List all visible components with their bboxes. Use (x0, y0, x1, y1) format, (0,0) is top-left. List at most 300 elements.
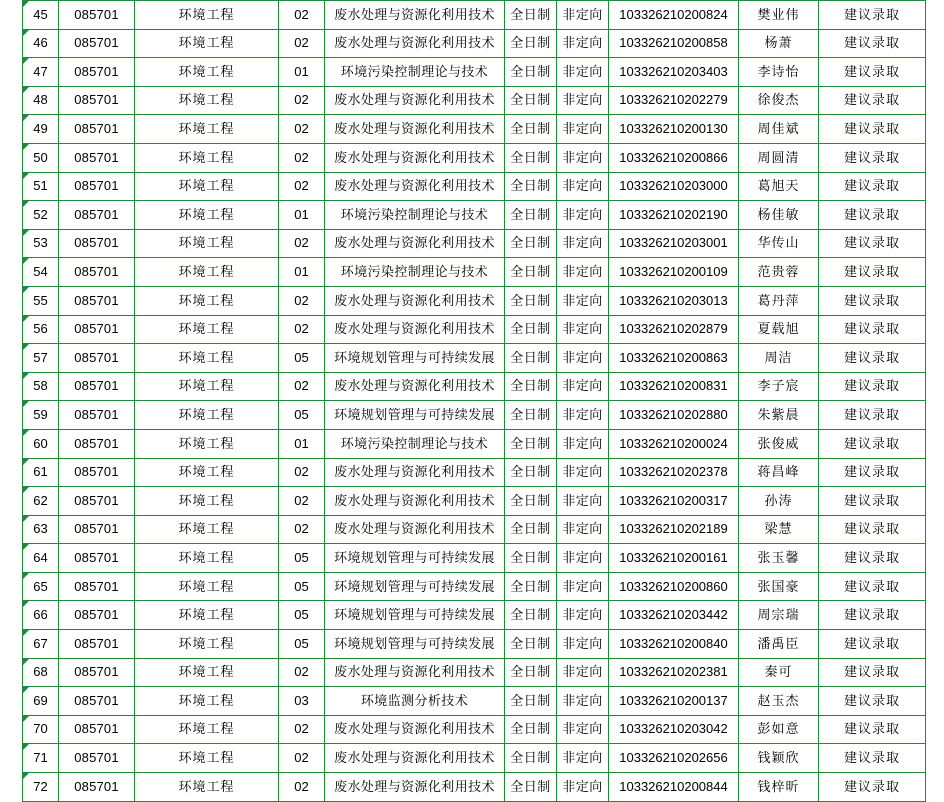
cell-study-mode: 全日制 (505, 172, 557, 201)
cell-major-code: 085701 (59, 229, 135, 258)
cell-study-mode: 全日制 (505, 572, 557, 601)
cell-candidate-name: 夏载旭 (739, 315, 819, 344)
cell-major-name: 环境工程 (135, 286, 279, 315)
cell-candidate-no: 103326210200161 (609, 544, 739, 573)
cell-direction-code: 01 (279, 429, 325, 458)
cell-major-name: 环境工程 (135, 58, 279, 87)
cell-assignment-type: 非定向 (557, 172, 609, 201)
cell-assignment-type: 非定向 (557, 601, 609, 630)
cell-major-code: 085701 (59, 658, 135, 687)
cell-direction-code: 02 (279, 315, 325, 344)
table-row (23, 744, 926, 773)
cell-direction-code: 02 (279, 458, 325, 487)
cell-major-code: 085701 (59, 601, 135, 630)
cell-major-code: 085701 (59, 172, 135, 201)
cell-assignment-type: 非定向 (557, 544, 609, 573)
cell-major-name: 环境工程 (135, 744, 279, 773)
cell-candidate-no: 103326210203001 (609, 229, 739, 258)
cell-result: 建议录取 (819, 258, 926, 287)
table-row (23, 201, 926, 230)
cell-study-mode: 全日制 (505, 229, 557, 258)
cell-major-name: 环境工程 (135, 458, 279, 487)
table-row (23, 715, 926, 744)
cell-index: 60 (23, 429, 59, 458)
cell-result: 建议录取 (819, 773, 926, 802)
table-row (23, 429, 926, 458)
cell-candidate-no: 103326210200840 (609, 630, 739, 659)
cell-result: 建议录取 (819, 143, 926, 172)
cell-major-name: 环境工程 (135, 630, 279, 659)
cell-major-name: 环境工程 (135, 687, 279, 716)
cell-candidate-name: 彭如意 (739, 715, 819, 744)
cell-candidate-no: 103326210202378 (609, 458, 739, 487)
cell-direction-name: 废水处理与资源化利用技术 (325, 715, 505, 744)
cell-candidate-no: 103326210200109 (609, 258, 739, 287)
cell-major-code: 085701 (59, 773, 135, 802)
cell-assignment-type: 非定向 (557, 773, 609, 802)
cell-direction-code: 02 (279, 515, 325, 544)
cell-study-mode: 全日制 (505, 744, 557, 773)
cell-major-code: 085701 (59, 458, 135, 487)
cell-major-code: 085701 (59, 86, 135, 115)
cell-major-code: 085701 (59, 1, 135, 30)
cell-direction-name: 环境污染控制理论与技术 (325, 58, 505, 87)
cell-major-name: 环境工程 (135, 601, 279, 630)
cell-major-code: 085701 (59, 201, 135, 230)
cell-index: 46 (23, 29, 59, 58)
table-row (23, 143, 926, 172)
cell-major-name: 环境工程 (135, 315, 279, 344)
cell-study-mode: 全日制 (505, 286, 557, 315)
cell-result: 建议录取 (819, 458, 926, 487)
cell-assignment-type: 非定向 (557, 429, 609, 458)
cell-major-code: 085701 (59, 115, 135, 144)
cell-index: 69 (23, 687, 59, 716)
cell-candidate-name: 樊业伟 (739, 1, 819, 30)
cell-major-name: 环境工程 (135, 29, 279, 58)
table-row (23, 487, 926, 516)
cell-result: 建议录取 (819, 658, 926, 687)
cell-candidate-name: 秦可 (739, 658, 819, 687)
cell-direction-code: 03 (279, 687, 325, 716)
cell-major-name: 环境工程 (135, 429, 279, 458)
cell-major-name: 环境工程 (135, 229, 279, 258)
cell-direction-code: 02 (279, 172, 325, 201)
cell-major-code: 085701 (59, 715, 135, 744)
cell-result: 建议录取 (819, 601, 926, 630)
cell-result: 建议录取 (819, 58, 926, 87)
cell-index: 52 (23, 201, 59, 230)
cell-study-mode: 全日制 (505, 544, 557, 573)
cell-study-mode: 全日制 (505, 515, 557, 544)
cell-result: 建议录取 (819, 544, 926, 573)
cell-assignment-type: 非定向 (557, 143, 609, 172)
cell-candidate-no: 103326210200137 (609, 687, 739, 716)
cell-study-mode: 全日制 (505, 401, 557, 430)
cell-result: 建议录取 (819, 86, 926, 115)
cell-major-name: 环境工程 (135, 572, 279, 601)
cell-result: 建议录取 (819, 315, 926, 344)
cell-direction-name: 废水处理与资源化利用技术 (325, 115, 505, 144)
cell-direction-name: 环境规划管理与可持续发展 (325, 572, 505, 601)
cell-index: 71 (23, 744, 59, 773)
table-row (23, 315, 926, 344)
cell-assignment-type: 非定向 (557, 1, 609, 30)
cell-study-mode: 全日制 (505, 487, 557, 516)
cell-candidate-no: 103326210202656 (609, 744, 739, 773)
cell-study-mode: 全日制 (505, 201, 557, 230)
cell-candidate-name: 杨佳敏 (739, 201, 819, 230)
cell-major-code: 085701 (59, 58, 135, 87)
cell-assignment-type: 非定向 (557, 115, 609, 144)
cell-result: 建议录取 (819, 172, 926, 201)
cell-candidate-name: 赵玉杰 (739, 687, 819, 716)
cell-direction-name: 环境规划管理与可持续发展 (325, 344, 505, 373)
table-row (23, 658, 926, 687)
cell-direction-name: 废水处理与资源化利用技术 (325, 286, 505, 315)
cell-result: 建议录取 (819, 286, 926, 315)
cell-assignment-type: 非定向 (557, 258, 609, 287)
table-row (23, 572, 926, 601)
cell-assignment-type: 非定向 (557, 29, 609, 58)
cell-index: 63 (23, 515, 59, 544)
cell-candidate-name: 钱梓昕 (739, 773, 819, 802)
cell-result: 建议录取 (819, 630, 926, 659)
cell-study-mode: 全日制 (505, 658, 557, 687)
cell-major-code: 085701 (59, 572, 135, 601)
cell-index: 50 (23, 143, 59, 172)
cell-direction-name: 废水处理与资源化利用技术 (325, 29, 505, 58)
table-row (23, 344, 926, 373)
cell-assignment-type: 非定向 (557, 515, 609, 544)
cell-candidate-name: 周洁 (739, 344, 819, 373)
cell-candidate-name: 张俊威 (739, 429, 819, 458)
cell-direction-name: 废水处理与资源化利用技术 (325, 229, 505, 258)
cell-direction-code: 01 (279, 258, 325, 287)
cell-candidate-name: 华传山 (739, 229, 819, 258)
cell-major-name: 环境工程 (135, 201, 279, 230)
cell-major-code: 085701 (59, 344, 135, 373)
cell-assignment-type: 非定向 (557, 286, 609, 315)
cell-candidate-no: 103326210202279 (609, 86, 739, 115)
cell-major-name: 环境工程 (135, 487, 279, 516)
cell-major-code: 085701 (59, 515, 135, 544)
cell-study-mode: 全日制 (505, 601, 557, 630)
cell-result: 建议录取 (819, 115, 926, 144)
cell-result: 建议录取 (819, 1, 926, 30)
cell-result: 建议录取 (819, 487, 926, 516)
cell-candidate-name: 李子宸 (739, 372, 819, 401)
cell-major-name: 环境工程 (135, 115, 279, 144)
cell-index: 45 (23, 1, 59, 30)
cell-assignment-type: 非定向 (557, 744, 609, 773)
cell-assignment-type: 非定向 (557, 58, 609, 87)
cell-result: 建议录取 (819, 229, 926, 258)
cell-index: 62 (23, 487, 59, 516)
table-row (23, 372, 926, 401)
table-row (23, 286, 926, 315)
cell-study-mode: 全日制 (505, 630, 557, 659)
cell-candidate-name: 范贵蓉 (739, 258, 819, 287)
table-row (23, 401, 926, 430)
cell-assignment-type: 非定向 (557, 687, 609, 716)
cell-candidate-name: 朱紫晨 (739, 401, 819, 430)
cell-major-code: 085701 (59, 544, 135, 573)
cell-study-mode: 全日制 (505, 86, 557, 115)
cell-assignment-type: 非定向 (557, 630, 609, 659)
cell-direction-code: 05 (279, 601, 325, 630)
cell-major-name: 环境工程 (135, 172, 279, 201)
cell-result: 建议录取 (819, 687, 926, 716)
cell-major-name: 环境工程 (135, 258, 279, 287)
cell-result: 建议录取 (819, 429, 926, 458)
cell-index: 70 (23, 715, 59, 744)
cell-study-mode: 全日制 (505, 429, 557, 458)
cell-index: 66 (23, 601, 59, 630)
cell-direction-name: 环境规划管理与可持续发展 (325, 544, 505, 573)
cell-candidate-name: 梁慧 (739, 515, 819, 544)
cell-assignment-type: 非定向 (557, 658, 609, 687)
cell-direction-name: 废水处理与资源化利用技术 (325, 744, 505, 773)
cell-result: 建议录取 (819, 515, 926, 544)
cell-direction-name: 环境污染控制理论与技术 (325, 258, 505, 287)
cell-major-name: 环境工程 (135, 715, 279, 744)
table-row (23, 544, 926, 573)
cell-candidate-no: 103326210202879 (609, 315, 739, 344)
cell-direction-name: 废水处理与资源化利用技术 (325, 458, 505, 487)
cell-direction-code: 05 (279, 401, 325, 430)
cell-major-code: 085701 (59, 315, 135, 344)
cell-major-name: 环境工程 (135, 372, 279, 401)
cell-index: 55 (23, 286, 59, 315)
cell-result: 建议录取 (819, 201, 926, 230)
cell-candidate-no: 103326210200130 (609, 115, 739, 144)
cell-direction-name: 废水处理与资源化利用技术 (325, 658, 505, 687)
cell-major-code: 085701 (59, 630, 135, 659)
admission-table (22, 0, 926, 802)
cell-major-code: 085701 (59, 429, 135, 458)
cell-index: 58 (23, 372, 59, 401)
cell-major-code: 085701 (59, 401, 135, 430)
cell-candidate-no: 103326210200824 (609, 1, 739, 30)
cell-direction-name: 环境规划管理与可持续发展 (325, 601, 505, 630)
cell-direction-name: 环境规划管理与可持续发展 (325, 401, 505, 430)
cell-direction-code: 02 (279, 86, 325, 115)
cell-study-mode: 全日制 (505, 715, 557, 744)
cell-assignment-type: 非定向 (557, 201, 609, 230)
cell-direction-name: 环境监测分析技术 (325, 687, 505, 716)
table-row (23, 258, 926, 287)
cell-index: 51 (23, 172, 59, 201)
cell-direction-code: 02 (279, 658, 325, 687)
cell-direction-name: 废水处理与资源化利用技术 (325, 515, 505, 544)
cell-assignment-type: 非定向 (557, 86, 609, 115)
cell-study-mode: 全日制 (505, 687, 557, 716)
cell-candidate-no: 103326210203000 (609, 172, 739, 201)
cell-candidate-no: 103326210203013 (609, 286, 739, 315)
cell-direction-code: 05 (279, 544, 325, 573)
cell-candidate-no: 103326210200863 (609, 344, 739, 373)
cell-major-name: 环境工程 (135, 344, 279, 373)
cell-candidate-name: 杨萧 (739, 29, 819, 58)
cell-direction-code: 05 (279, 630, 325, 659)
cell-major-code: 085701 (59, 286, 135, 315)
cell-direction-code: 02 (279, 372, 325, 401)
cell-index: 61 (23, 458, 59, 487)
cell-study-mode: 全日制 (505, 458, 557, 487)
cell-index: 72 (23, 773, 59, 802)
cell-index: 65 (23, 572, 59, 601)
cell-index: 68 (23, 658, 59, 687)
cell-assignment-type: 非定向 (557, 372, 609, 401)
table-row (23, 58, 926, 87)
cell-direction-name: 废水处理与资源化利用技术 (325, 1, 505, 30)
table-row (23, 515, 926, 544)
cell-assignment-type: 非定向 (557, 572, 609, 601)
cell-study-mode: 全日制 (505, 258, 557, 287)
cell-result: 建议录取 (819, 715, 926, 744)
cell-major-code: 085701 (59, 687, 135, 716)
cell-direction-code: 02 (279, 773, 325, 802)
cell-result: 建议录取 (819, 344, 926, 373)
cell-candidate-name: 张玉馨 (739, 544, 819, 573)
cell-index: 53 (23, 229, 59, 258)
cell-major-name: 环境工程 (135, 658, 279, 687)
cell-candidate-no: 103326210203042 (609, 715, 739, 744)
cell-study-mode: 全日制 (505, 1, 557, 30)
cell-index: 56 (23, 315, 59, 344)
table-row (23, 1, 926, 30)
cell-study-mode: 全日制 (505, 115, 557, 144)
cell-index: 54 (23, 258, 59, 287)
cell-direction-code: 01 (279, 201, 325, 230)
cell-direction-code: 02 (279, 487, 325, 516)
cell-direction-code: 02 (279, 744, 325, 773)
cell-major-code: 085701 (59, 29, 135, 58)
cell-result: 建议录取 (819, 372, 926, 401)
cell-candidate-name: 孙涛 (739, 487, 819, 516)
cell-study-mode: 全日制 (505, 143, 557, 172)
cell-candidate-name: 徐俊杰 (739, 86, 819, 115)
cell-candidate-name: 葛旭天 (739, 172, 819, 201)
cell-assignment-type: 非定向 (557, 344, 609, 373)
cell-direction-code: 02 (279, 143, 325, 172)
cell-study-mode: 全日制 (505, 29, 557, 58)
cell-candidate-no: 103326210200860 (609, 572, 739, 601)
cell-candidate-no: 103326210202381 (609, 658, 739, 687)
cell-index: 48 (23, 86, 59, 115)
table-row (23, 687, 926, 716)
cell-direction-code: 02 (279, 715, 325, 744)
cell-direction-code: 02 (279, 115, 325, 144)
cell-result: 建议录取 (819, 744, 926, 773)
cell-major-name: 环境工程 (135, 544, 279, 573)
admission-table-body (23, 1, 926, 802)
cell-direction-name: 废水处理与资源化利用技术 (325, 487, 505, 516)
cell-candidate-no: 103326210200024 (609, 429, 739, 458)
cell-major-code: 085701 (59, 258, 135, 287)
cell-candidate-name: 周圆清 (739, 143, 819, 172)
cell-result: 建议录取 (819, 29, 926, 58)
table-row (23, 458, 926, 487)
cell-study-mode: 全日制 (505, 58, 557, 87)
table-row (23, 630, 926, 659)
cell-study-mode: 全日制 (505, 372, 557, 401)
cell-candidate-no: 103326210200844 (609, 773, 739, 802)
cell-direction-name: 环境污染控制理论与技术 (325, 429, 505, 458)
table-row (23, 86, 926, 115)
cell-direction-code: 05 (279, 572, 325, 601)
table-row (23, 115, 926, 144)
cell-candidate-name: 张国豪 (739, 572, 819, 601)
cell-direction-code: 02 (279, 1, 325, 30)
cell-index: 49 (23, 115, 59, 144)
cell-major-name: 环境工程 (135, 1, 279, 30)
cell-assignment-type: 非定向 (557, 315, 609, 344)
cell-direction-code: 02 (279, 229, 325, 258)
cell-direction-name: 废水处理与资源化利用技术 (325, 143, 505, 172)
cell-candidate-no: 103326210202189 (609, 515, 739, 544)
cell-index: 59 (23, 401, 59, 430)
cell-assignment-type: 非定向 (557, 715, 609, 744)
cell-candidate-name: 葛丹萍 (739, 286, 819, 315)
table-row (23, 229, 926, 258)
cell-candidate-no: 103326210200858 (609, 29, 739, 58)
cell-direction-code: 01 (279, 58, 325, 87)
cell-direction-name: 废水处理与资源化利用技术 (325, 372, 505, 401)
cell-direction-name: 废水处理与资源化利用技术 (325, 86, 505, 115)
table-row (23, 29, 926, 58)
cell-candidate-no: 103326210202190 (609, 201, 739, 230)
cell-candidate-no: 103326210203442 (609, 601, 739, 630)
cell-assignment-type: 非定向 (557, 458, 609, 487)
cell-major-name: 环境工程 (135, 773, 279, 802)
cell-candidate-name: 周宗瑞 (739, 601, 819, 630)
cell-direction-code: 02 (279, 29, 325, 58)
cell-direction-name: 废水处理与资源化利用技术 (325, 773, 505, 802)
cell-result: 建议录取 (819, 572, 926, 601)
cell-direction-name: 废水处理与资源化利用技术 (325, 315, 505, 344)
cell-major-code: 085701 (59, 143, 135, 172)
cell-major-name: 环境工程 (135, 515, 279, 544)
cell-major-code: 085701 (59, 372, 135, 401)
cell-assignment-type: 非定向 (557, 229, 609, 258)
cell-major-code: 085701 (59, 487, 135, 516)
cell-direction-name: 废水处理与资源化利用技术 (325, 172, 505, 201)
cell-direction-code: 02 (279, 286, 325, 315)
cell-candidate-no: 103326210202880 (609, 401, 739, 430)
cell-study-mode: 全日制 (505, 315, 557, 344)
cell-index: 57 (23, 344, 59, 373)
cell-candidate-name: 李诗怡 (739, 58, 819, 87)
cell-candidate-name: 钱颖欣 (739, 744, 819, 773)
cell-major-name: 环境工程 (135, 143, 279, 172)
cell-index: 64 (23, 544, 59, 573)
cell-major-name: 环境工程 (135, 86, 279, 115)
cell-assignment-type: 非定向 (557, 487, 609, 516)
cell-study-mode: 全日制 (505, 773, 557, 802)
cell-index: 67 (23, 630, 59, 659)
cell-candidate-name: 潘禹臣 (739, 630, 819, 659)
cell-major-name: 环境工程 (135, 401, 279, 430)
table-row (23, 601, 926, 630)
cell-major-code: 085701 (59, 744, 135, 773)
cell-candidate-no: 103326210200866 (609, 143, 739, 172)
cell-candidate-no: 103326210200831 (609, 372, 739, 401)
cell-candidate-no: 103326210203403 (609, 58, 739, 87)
cell-study-mode: 全日制 (505, 344, 557, 373)
cell-candidate-name: 周佳斌 (739, 115, 819, 144)
